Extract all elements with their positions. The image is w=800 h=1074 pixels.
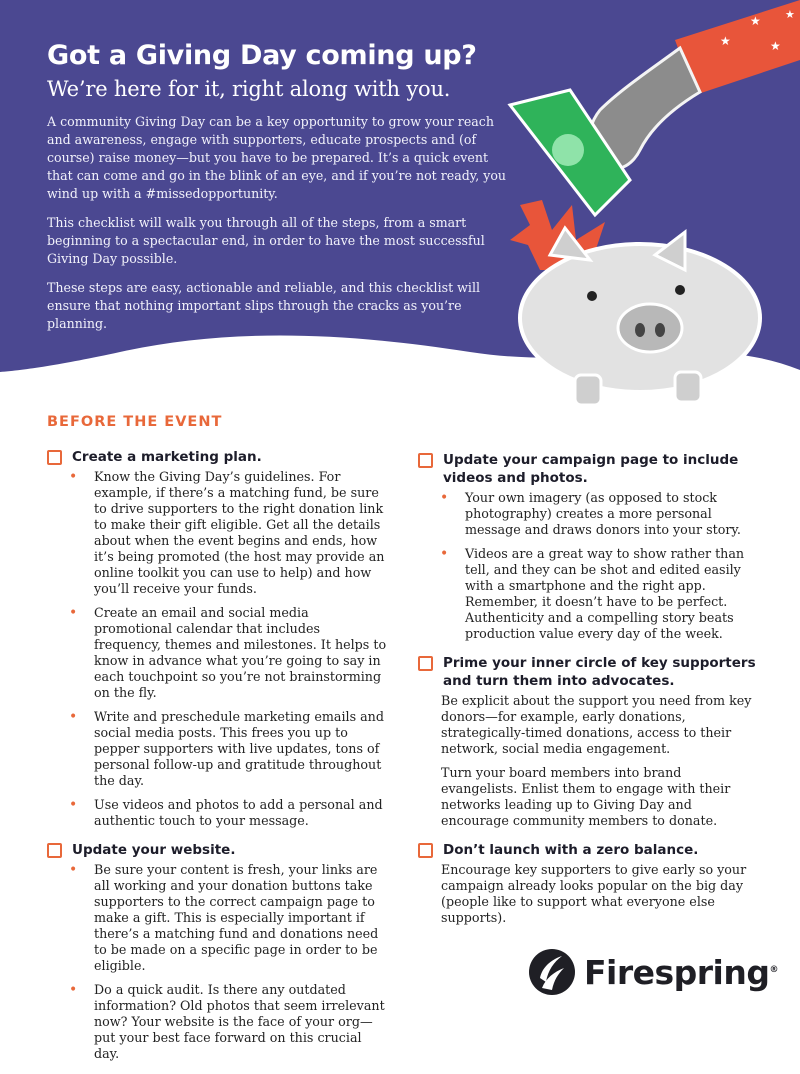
firespring-logo <box>528 948 778 996</box>
svg-text:★: ★ <box>720 34 731 48</box>
svg-text:★: ★ <box>770 39 781 53</box>
list-item: • Your own imagery (as opposed to stock photography) creates a more personal message and draws donors into your story. <box>440 490 758 538</box>
logo-wordmark: Firespring® <box>584 952 778 992</box>
checklist-item <box>418 654 758 829</box>
list-item: • Use videos and photos to add a personal and authentic touch to your message. <box>69 797 387 829</box>
checkbox[interactable] <box>418 453 433 468</box>
page-title: Got a Giving Day coming up? <box>47 40 477 71</box>
list-item: • Videos are a great way to show rather than tell, and they can be shot and edited easily with a smartphone and the right app. Remember, it doesn’t have to be perfect. Authenticity and a compelling story beats production value every day of the week. <box>440 546 758 642</box>
hero-text <box>47 40 507 344</box>
intro-paragraph: A community Giving Day can be a key opportunity to grow your reach and awareness, engage with supporters, educate prospects and (of course) raise money—but you have to be prepared. It’s a quick event that can come and go in the blink of an eye, and if you’re not ready, you wind up with a #missedopportunity. <box>47 114 507 201</box>
checklist-item-title: Prime your inner circle of key supporters and turn them into advocates. <box>443 655 756 689</box>
bullet-list <box>47 862 387 1062</box>
checkbox[interactable] <box>418 843 433 858</box>
checklist-item-title: Update your campaign page to include videos and photos. <box>443 452 739 486</box>
checklist-item-title: Create a marketing plan. <box>72 449 262 465</box>
piggy-bank-icon <box>520 228 760 405</box>
checklist-left-column <box>47 448 387 1074</box>
checkbox[interactable] <box>418 656 433 671</box>
checklist-item <box>418 451 758 642</box>
svg-text:★: ★ <box>750 14 761 28</box>
item-paragraph: Encourage key supporters to give early so your campaign already looks popular on the big day (people like to support what everyone else supports). <box>441 862 747 925</box>
intro-paragraph: These steps are easy, actionable and reliable, and this checklist will ensure that nothing important slips through the cracks as you’re planning. <box>47 280 481 331</box>
item-paragraph: Be explicit about the support you need from key donors—for example, early donations, strategically-timed donations, access to their network, social media engagement. <box>441 693 752 756</box>
item-paragraph: Turn your board members into brand evangelists. Enlist them to engage with their networks leading up to Giving Day and encourage community members to donate. <box>441 765 731 828</box>
list-item: • Create an email and social media promotional calendar that includes frequency, themes and milestones. It helps to know in advance what you’re going to say in each touchpoint so you’re not brainstorming on the fly. <box>69 605 387 701</box>
checklist-item <box>418 841 758 926</box>
bullet-list <box>418 490 758 642</box>
checklist-right-column <box>418 451 758 938</box>
svg-text:★: ★ <box>785 8 795 21</box>
list-item: • Be sure your content is fresh, your links are all working and your donation buttons take supporters to the correct campaign page to make a gift. This is especially important if there’s a matching fund and donations need to be made on a specific page in order to be eligible. <box>69 862 387 974</box>
intro-paragraph: This checklist will walk you through all of the steps, from a smart beginning to a spectacular end, in order to have the most successful Giving Day possible. <box>47 215 485 266</box>
checkbox[interactable] <box>47 843 62 858</box>
checkbox[interactable] <box>47 450 62 465</box>
list-item: • Know the Giving Day’s guidelines. For example, if there’s a matching fund, be sure to drive supporters to the right donation link to make their gift eligible. Get all the details about when the event begins and ends, how it’s being promoted (the host may provide an online toolkit you can use to help) and how you’ll receive your funds. <box>69 469 387 597</box>
piggy-bank-illustration <box>480 0 800 420</box>
checklist-item <box>47 448 387 829</box>
page-subtitle: We’re here for it, right along with you. <box>47 77 451 101</box>
checklist-item <box>47 841 387 1062</box>
list-item: • Write and preschedule marketing emails and social media posts. This frees you up to pepper supporters with live updates, tons of personal follow-up and gratitude throughout the day. <box>69 709 387 789</box>
bullet-list <box>47 469 387 829</box>
section-heading: BEFORE THE EVENT <box>47 414 223 430</box>
flame-icon <box>528 948 576 996</box>
list-item: • Do a quick audit. Is there any outdated information? Old photos that seem irrelevant now? Your website is the face of your org—put your best face forward on this crucial day. <box>69 982 387 1062</box>
checklist-item-title: Update your website. <box>72 842 236 858</box>
checklist-item-title: Don’t launch with a zero balance. <box>443 842 699 858</box>
